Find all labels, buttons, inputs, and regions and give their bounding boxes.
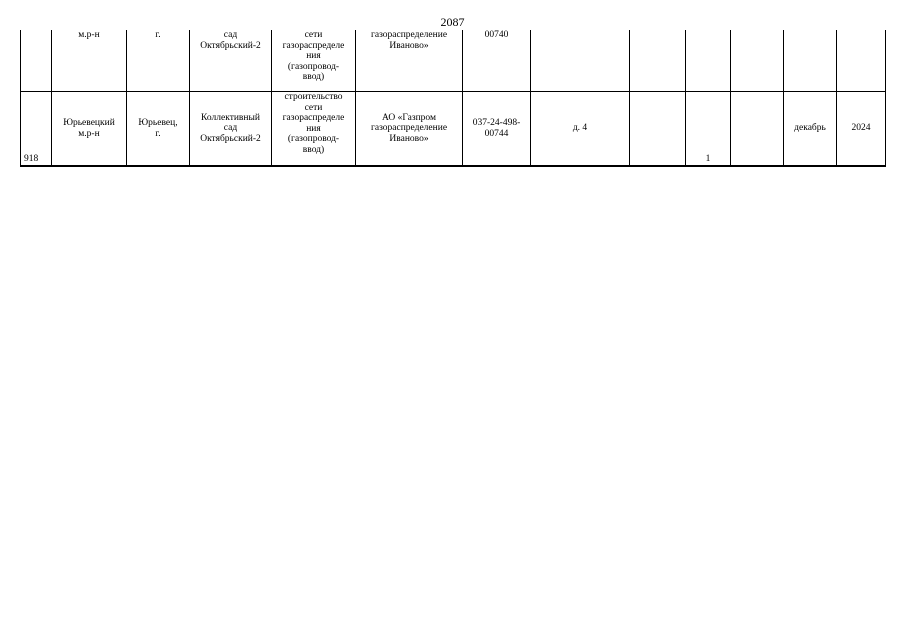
cell-year: 2024 (837, 92, 886, 167)
gas-construction-table (20, 30, 886, 167)
cell-address (531, 30, 630, 92)
cell-col9 (630, 30, 686, 92)
table-row (21, 92, 886, 167)
cell-registry: 037-24-498- 00744 (463, 92, 531, 167)
cell-col11 (731, 30, 784, 92)
cell-work: сети газораспределе ния (газопровод- ввод) (272, 30, 356, 92)
cell-num: 918 (21, 92, 52, 167)
cell-address: д. 4 (531, 92, 630, 167)
cell-object: Коллективный сад Октябрьский-2 (190, 92, 272, 167)
page-number: 2087 (440, 15, 465, 29)
cell-month: декабрь (784, 92, 837, 167)
cell-col10: 1 (686, 92, 731, 167)
cell-num (21, 30, 52, 92)
cell-settlement: г. (127, 30, 190, 92)
cell-col11 (731, 92, 784, 167)
cell-settlement: Юрьевец, г. (127, 92, 190, 167)
cell-organization: АО «Газпром газораспределение Иваново» (356, 92, 463, 167)
cell-registry: 00740 (463, 30, 531, 92)
cell-col9 (630, 92, 686, 167)
table-row-continued (21, 30, 886, 92)
cell-month (784, 30, 837, 92)
cell-district: Юрьевецкий м.р-н (52, 92, 127, 167)
cell-work: строительство сети газораспределе ния (газопровод- ввод) (272, 92, 356, 167)
cell-district: м.р-н (52, 30, 127, 92)
cell-year (837, 30, 886, 92)
cell-col10 (686, 30, 731, 92)
cell-object: сад Октябрьский-2 (190, 30, 272, 92)
cell-organization: газораспределение Иваново» (356, 30, 463, 92)
